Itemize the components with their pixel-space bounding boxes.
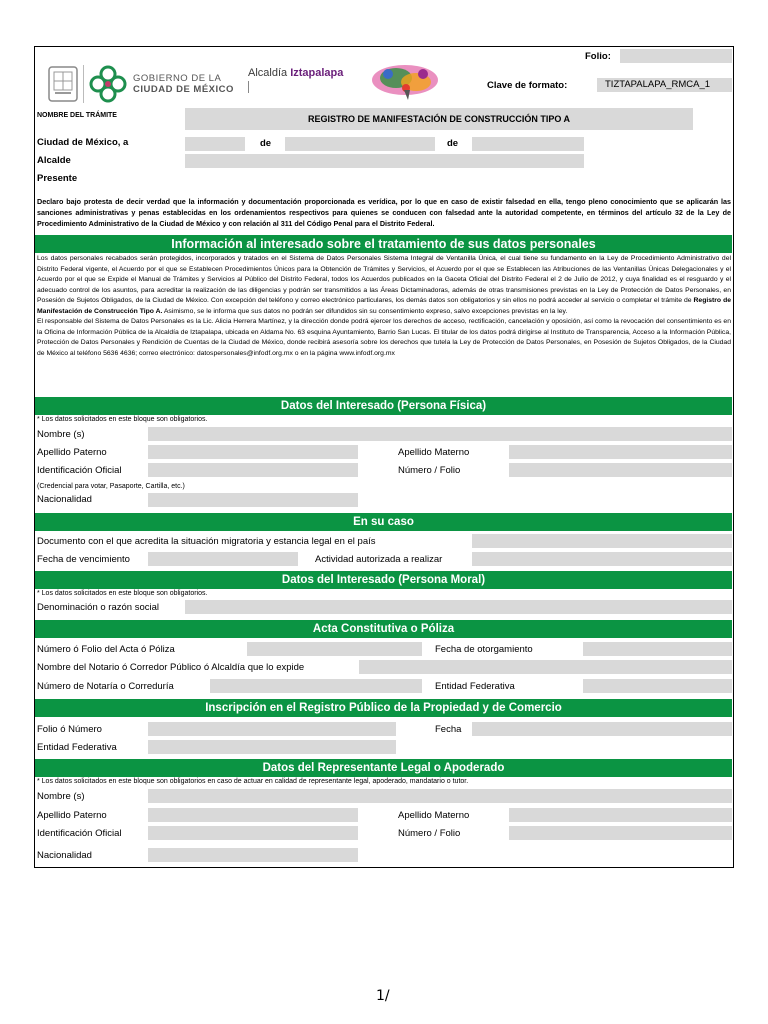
clave-formato-label: Clave de formato: bbox=[487, 80, 568, 91]
folio-label: Folio: bbox=[585, 51, 611, 62]
gobierno-logo-text bbox=[133, 73, 234, 95]
anio-field[interactable] bbox=[472, 137, 584, 151]
clave-formato-field[interactable]: TIZTAPALAPA_RMCA_1 bbox=[597, 78, 732, 92]
pf-identificacion-field[interactable] bbox=[148, 463, 358, 477]
privacy-section-header: Información al interesado sobre el tratamiento de sus datos personales bbox=[35, 235, 732, 253]
privacy-p1-after: Asimismo, se le informa que sus datos no podrán ser difundidos sin su consentimiento expreso, salvo excepciones previstas en la ley. bbox=[162, 307, 568, 315]
representante-section-header: Datos del Representante Legal o Apoderado bbox=[35, 759, 732, 777]
presente-label: Presente bbox=[37, 173, 78, 184]
gobierno-line-2: CIUDAD DE MÉXICO bbox=[133, 84, 234, 95]
denominacion-field[interactable] bbox=[185, 600, 732, 614]
mes-field[interactable] bbox=[285, 137, 435, 151]
pf-nacionalidad-field[interactable] bbox=[148, 493, 358, 507]
rl-apellido-paterno-label: Apellido Paterno bbox=[37, 810, 107, 821]
logo-divider bbox=[83, 65, 84, 103]
rl-apellido-materno-label: Apellido Materno bbox=[398, 810, 470, 821]
fecha-vencimiento-field[interactable] bbox=[148, 552, 298, 566]
rl-nacionalidad-label: Nacionalidad bbox=[37, 850, 92, 861]
alcaldia-logo-text bbox=[248, 67, 343, 79]
privacy-p1-before: Los datos personales recabados serán protegidos, incorporados y tratados en el Sistema de Datos Personales Sistema Integral de Ventanilla Única, el cual tiene su fundamento en la Ley de Procedimiento Administrativo del Distrito Federal vigente, el Acuerdo por el que se Establecen Procedimientos Únicos para la Obtención de Trámites y Servicios, el Acuerdo por el que se Establecen las Atribuciones de las Ventanillas Únicas Delegacionales y el Acuerdo por el que se Expide el Manual de Trámites y Servicios al Público del Distrito Federal, todos los Acuerdos publicados en la Gaceta Oficial del Distrito Federal el 2 de Julio de 2012, y cuya finalidad es el resguardo y el adecuado control de los asuntos, para acreditar la realización de las diligencias y podrán ser transmitidos a las Áreas Dictaminadoras, además de otras transmisiones previstas en la Ley de Protección de Datos Personales, en Posesión de Sujetos Obligados, de la Ciudad de México. Con excepción del teléfono y correo electrónico particulares, los demás datos son obligatorios y sin ellos no podrá acceder al servicio o completar el trámite de bbox=[37, 255, 731, 304]
de-label-1: de bbox=[260, 138, 272, 149]
de-label-2: de bbox=[447, 138, 459, 149]
folio-field[interactable] bbox=[620, 49, 732, 63]
documento-migratorio-label: Documento con el que acredita la situación migratoria y estancia legal en el país bbox=[37, 536, 376, 547]
pf-credencial-note: (Credencial para votar, Pasaporte, Cartilla, etc.) bbox=[37, 483, 185, 490]
rp-folio-label: Folio ó Número bbox=[37, 724, 102, 735]
alcaldia-name: Iztapalapa bbox=[290, 67, 344, 79]
denominacion-label: Denominación o razón social bbox=[37, 602, 159, 613]
rl-apellido-paterno-field[interactable] bbox=[148, 808, 358, 822]
rp-folio-field[interactable] bbox=[148, 722, 396, 736]
acta-numero-folio-field[interactable] bbox=[247, 642, 422, 656]
pf-apellido-materno-field[interactable] bbox=[509, 445, 732, 459]
persona-moral-note: * Los datos solicitados en este bloque son obligatorios. bbox=[37, 590, 208, 597]
form-page bbox=[34, 46, 734, 868]
pf-nacionalidad-label: Nacionalidad bbox=[37, 494, 92, 505]
actividad-autorizada-field[interactable] bbox=[472, 552, 732, 566]
fecha-vencimiento-label: Fecha de vencimiento bbox=[37, 554, 130, 565]
iztapalapa-emblem-icon bbox=[368, 60, 442, 102]
alcaldia-prefix: Alcaldía bbox=[248, 67, 288, 79]
rp-entidad-field[interactable] bbox=[148, 740, 396, 754]
persona-moral-section-header: Datos del Interesado (Persona Moral) bbox=[35, 571, 732, 589]
acta-entidad-field[interactable] bbox=[583, 679, 732, 693]
fecha-otorgamiento-label: Fecha de otorgamiento bbox=[435, 644, 533, 655]
acta-entidad-label: Entidad Federativa bbox=[435, 681, 515, 692]
pf-numero-folio-field[interactable] bbox=[509, 463, 732, 477]
dia-field[interactable] bbox=[185, 137, 245, 151]
representante-note: * Los datos solicitados en este bloque son obligatorios en caso de actuar en calidad de representante legal, apoderado, mandatario o tutor. bbox=[37, 778, 469, 785]
privacy-paragraph-1 bbox=[37, 254, 731, 317]
en-su-caso-section-header: En su caso bbox=[35, 513, 732, 531]
ciudad-fecha-label: Ciudad de México, a bbox=[37, 137, 129, 148]
pf-apellido-paterno-field[interactable] bbox=[148, 445, 358, 459]
rl-numero-folio-label: Número / Folio bbox=[398, 828, 461, 839]
numero-notaria-label: Número de Notaría o Correduría bbox=[37, 681, 174, 692]
pf-nombre-field[interactable] bbox=[148, 427, 732, 441]
pf-numero-folio-label: Número / Folio bbox=[398, 465, 461, 476]
gobierno-line-1: GOBIERNO DE LA bbox=[133, 73, 222, 84]
alcalde-field[interactable] bbox=[185, 154, 584, 168]
notario-field[interactable] bbox=[359, 660, 732, 674]
alcalde-label: Alcalde bbox=[37, 155, 71, 166]
rl-nombre-label: Nombre (s) bbox=[37, 791, 85, 802]
privacy-text bbox=[37, 254, 731, 359]
notario-label: Nombre del Notario ó Corredor Público ó Alcaldía que lo expide bbox=[37, 662, 305, 673]
cdmx-shield-icon bbox=[47, 65, 79, 103]
registro-publico-section-header: Inscripción en el Registro Público de la Propiedad y de Comercio bbox=[35, 699, 732, 717]
acta-section-header: Acta Constitutiva o Póliza bbox=[35, 620, 732, 638]
rl-numero-folio-field[interactable] bbox=[509, 826, 732, 840]
actividad-autorizada-label: Actividad autorizada a realizar bbox=[315, 554, 443, 565]
nombre-tramite-label: NOMBRE DEL TRÁMITE bbox=[37, 112, 117, 119]
rp-entidad-label: Entidad Federativa bbox=[37, 742, 117, 753]
page-number: 1/ bbox=[376, 988, 390, 1004]
nombre-tramite-field[interactable]: REGISTRO DE MANIFESTACIÓN DE CONSTRUCCIÓN TIPO A bbox=[185, 108, 693, 130]
privacy-paragraph-2: El responsable del Sistema de Datos Personales es la Lic. Alicia Herrera Martínez, y la dirección donde podrá ejercer los derechos de acceso, rectificación, cancelación y oposición, así como la revocación del consentimiento es en la Oficina de Información Pública de la Alcaldía de Iztapalapa, ubicada en Aldama No. 63 esquina Ayuntamiento, Barrio San Lucas. El titular de los datos podrá dirigirse al Instituto de Transparencia, Acceso a la Información Pública, Protección de Datos Personales y Rendición de Cuentas de la Ciudad de México, donde recibirá asesoría sobre los derechos que tutela la Ley de Protección de Datos Personales, en Posesión de Sujetos Obligados, de la Ciudad de México al teléfono 5636 4636; correo electrónico: datospersonales@infodf.org.mx o en la página www.infodf.org.mx bbox=[37, 318, 731, 357]
rl-nombre-field[interactable] bbox=[148, 789, 732, 803]
rl-nacionalidad-field[interactable] bbox=[148, 848, 358, 862]
rl-identificacion-field[interactable] bbox=[148, 826, 358, 840]
fecha-otorgamiento-field[interactable] bbox=[583, 642, 732, 656]
pf-nombre-label: Nombre (s) bbox=[37, 429, 85, 440]
persona-fisica-section-header: Datos del Interesado (Persona Física) bbox=[35, 397, 732, 415]
documento-migratorio-field[interactable] bbox=[472, 534, 732, 548]
persona-fisica-note: * Los datos solicitados en este bloque son obligatorios. bbox=[37, 416, 208, 423]
pf-identificacion-label: Identificación Oficial bbox=[37, 465, 122, 476]
rp-fecha-field[interactable] bbox=[472, 722, 732, 736]
declaration-text: Declaro bajo protesta de decir verdad que la información y documentación proporcionada es verídica, por lo que en caso de existir falsedad en ella, tengo pleno conocimiento que se aplicarán las sanciones administrativas y penas establecidas en los ordenamientos respectivos para quienes se conducen con falsedad ante la autoridad competente, en términos del artículo 32 de la Ley de Procedimiento Administrativo de la Ciudad de México y con relación al 311 del Código Penal para el Distrito Federal. bbox=[37, 197, 731, 228]
alcaldia-rule bbox=[248, 81, 249, 93]
rl-identificacion-label: Identificación Oficial bbox=[37, 828, 122, 839]
pf-apellido-paterno-label: Apellido Paterno bbox=[37, 447, 107, 458]
acta-numero-folio-label: Número ó Folio del Acta ó Póliza bbox=[37, 644, 175, 655]
rl-apellido-materno-field[interactable] bbox=[509, 808, 732, 822]
numero-notaria-field[interactable] bbox=[210, 679, 422, 693]
cdmx-knot-logo-icon bbox=[89, 63, 127, 105]
rp-fecha-label: Fecha bbox=[435, 724, 462, 735]
privacy-p1-bold: Registro de Manifestación de Construcción Tipo A. bbox=[37, 297, 731, 315]
pf-apellido-materno-label: Apellido Materno bbox=[398, 447, 470, 458]
